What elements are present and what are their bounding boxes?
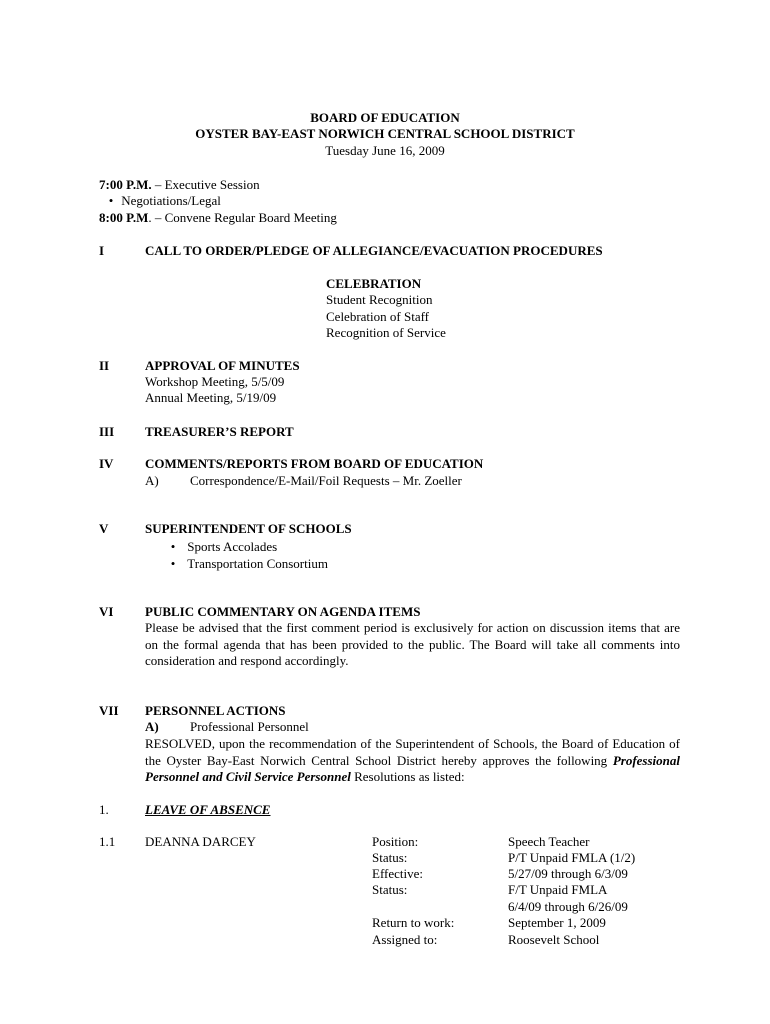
field-label: Assigned to:	[372, 932, 438, 947]
section-title: CALL TO ORDER/PLEDGE OF ALLEGIANCE/EVACUATION PROCEDURES	[145, 243, 603, 258]
field-value: F/T Unpaid FMLA	[508, 882, 608, 897]
bullet-icon: •	[170, 539, 176, 554]
field-value: P/T Unpaid FMLA (1/2)	[508, 850, 636, 865]
celebration-item: Recognition of Service	[326, 325, 446, 340]
exec-text: – Executive Session	[151, 177, 260, 192]
celebration-item: Celebration of Staff	[326, 309, 430, 324]
section-number: III	[99, 424, 115, 439]
superintendent-item-text: Transportation Consortium	[187, 556, 328, 571]
sub-item-label: A)	[145, 473, 159, 488]
sub-item-label: A)	[145, 719, 159, 734]
leave-title: LEAVE OF ABSENCE	[145, 802, 271, 817]
exec-time: 7:00 P.M.	[99, 177, 152, 192]
sub-item-text: Correspondence/E-Mail/Foil Requests – Mr. Zoeller	[190, 473, 462, 488]
section-title: PERSONNEL ACTIONS	[145, 703, 286, 718]
superintendent-item	[166, 556, 328, 573]
section-title: APPROVAL OF MINUTES	[145, 358, 300, 373]
field-label: Status:	[372, 882, 408, 897]
entry-number: 1.1	[99, 834, 116, 849]
section-title: COMMENTS/REPORTS FROM BOARD OF EDUCATION	[145, 456, 484, 471]
field-value: Speech Teacher	[508, 834, 590, 849]
field-label: Position:	[372, 834, 419, 849]
minutes-item: Annual Meeting, 5/19/09	[145, 390, 277, 405]
exec-item-text: Negotiations/Legal	[121, 193, 221, 208]
list-number: 1.	[99, 802, 109, 817]
bullet-icon: •	[108, 193, 114, 208]
section-number: I	[99, 243, 105, 258]
meeting-date: Tuesday June 16, 2009	[325, 143, 445, 158]
resolution-start: RESOLVED, upon the recommendation of the Superintendent of Schools, the Board of Education of the Oyster Bay-East Norwich Central School District hereby approves the following	[145, 736, 680, 768]
public-commentary-text: Please be advised that the first comment period is exclusively for action on discussion items that are on the formal agenda that has been provided to the public. The Board will take all comments into consideration and respond accordingly.	[145, 620, 680, 668]
executive-session-line	[99, 177, 260, 194]
section-number: IV	[99, 456, 114, 471]
minutes-item: Workshop Meeting, 5/5/09	[145, 374, 285, 389]
regular-text: . – Convene Regular Board Meeting	[148, 210, 337, 225]
section-number: VI	[99, 604, 114, 619]
resolution-bold: Professional Personnel and Civil Service Personnel	[145, 752, 680, 784]
section-number: VII	[99, 703, 119, 718]
field-label: Effective:	[372, 866, 424, 881]
bullet-icon: •	[170, 556, 176, 571]
field-value: 6/4/09 through 6/26/09	[508, 899, 628, 914]
celebration-item: Student Recognition	[326, 292, 433, 307]
exec-item	[104, 193, 221, 210]
resolution-text	[145, 736, 680, 786]
section-title: PUBLIC COMMENTARY ON AGENDA ITEMS	[145, 604, 421, 619]
field-value: 5/27/09 through 6/3/09	[508, 866, 628, 881]
field-value: September 1, 2009	[508, 915, 606, 930]
field-label: Status:	[372, 850, 408, 865]
section-number: V	[99, 521, 109, 536]
section-number: II	[99, 358, 110, 373]
board-title: BOARD OF EDUCATION	[310, 110, 460, 125]
sub-item-text: Professional Personnel	[190, 719, 309, 734]
regular-meeting-line	[99, 210, 337, 227]
resolution-end: Resolutions as listed:	[350, 769, 465, 784]
district-name: OYSTER BAY-EAST NORWICH CENTRAL SCHOOL DISTRICT	[195, 126, 575, 141]
field-label: Return to work:	[372, 915, 455, 930]
regular-time: 8:00 P.M	[99, 210, 149, 225]
superintendent-item	[166, 539, 277, 556]
section-title: TREASURER’S REPORT	[145, 424, 294, 439]
field-value: Roosevelt School	[508, 932, 600, 947]
entry-name: DEANNA DARCEY	[145, 834, 256, 849]
superintendent-item-text: Sports Accolades	[187, 539, 278, 554]
section-title: SUPERINTENDENT OF SCHOOLS	[145, 521, 352, 536]
celebration-title: CELEBRATION	[326, 276, 422, 291]
